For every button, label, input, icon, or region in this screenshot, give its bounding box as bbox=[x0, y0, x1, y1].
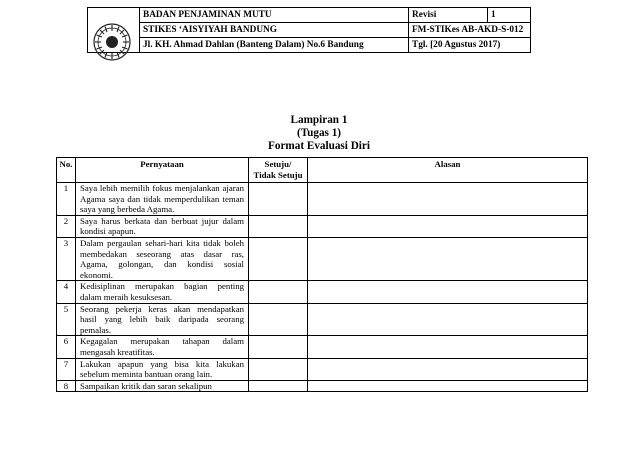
title-tugas: (Tugas 1) bbox=[296, 127, 342, 139]
row-setuju-cell[interactable] bbox=[249, 183, 308, 216]
row-alasan-cell[interactable] bbox=[308, 281, 588, 303]
table-row bbox=[57, 281, 588, 303]
row-alasan-cell[interactable] bbox=[308, 336, 588, 358]
table-row bbox=[57, 380, 588, 392]
row-number: 7 bbox=[57, 358, 76, 380]
col-header-pernyataan: Pernyataan bbox=[76, 158, 249, 183]
revisi-label: Revisi bbox=[409, 8, 488, 23]
row-statement: Kegagalan merupakan tahapan dalam mengasah kreatifitas. bbox=[76, 336, 249, 358]
row-alasan-cell[interactable] bbox=[308, 303, 588, 336]
document-header bbox=[87, 7, 531, 53]
evaluation-table bbox=[56, 157, 588, 392]
col-header-setuju bbox=[249, 158, 308, 183]
row-setuju-cell[interactable] bbox=[249, 303, 308, 336]
row-alasan-cell[interactable] bbox=[308, 380, 588, 392]
school-address: Jl. KH. Ahmad Dahlan (Banteng Dalam) No.6 Bandung bbox=[140, 38, 409, 53]
revisi-value: 1 bbox=[488, 8, 531, 23]
institution-name: BADAN PENJAMINAN MUTU bbox=[140, 8, 409, 23]
row-number: 1 bbox=[57, 183, 76, 216]
row-number: 3 bbox=[57, 237, 76, 280]
title-format: Format Evaluasi Diri bbox=[268, 140, 370, 152]
row-alasan-cell[interactable] bbox=[308, 183, 588, 216]
row-setuju-cell[interactable] bbox=[249, 358, 308, 380]
form-date: Tgl. [20 Agustus 2017) bbox=[409, 38, 531, 53]
row-alasan-cell[interactable] bbox=[308, 215, 588, 237]
table-row bbox=[57, 358, 588, 380]
row-setuju-cell[interactable] bbox=[249, 336, 308, 358]
row-setuju-cell[interactable] bbox=[249, 281, 308, 303]
row-statement: Seorang pekerja keras akan mendapatkan hasil yang lebih baik daripada seorang pemalas. bbox=[76, 303, 249, 336]
table-row bbox=[57, 303, 588, 336]
row-statement: Dalam pergaulan sehari-hari kita tidak boleh membedakan seseorang atas dasar ras, Agama, golongan, dan kondisi sosial ekonomi. bbox=[76, 237, 249, 280]
form-code: FM-STIKes AB-AKD-S-012 bbox=[409, 23, 531, 38]
row-setuju-cell[interactable] bbox=[249, 237, 308, 280]
row-number: 2 bbox=[57, 215, 76, 237]
col-header-alasan: Alasan bbox=[308, 158, 588, 183]
row-alasan-cell[interactable] bbox=[308, 358, 588, 380]
title-lampiran: Lampiran 1 bbox=[290, 114, 348, 126]
row-statement: Saya lebih memilih fokus menjalankan ajaran Agama saya dan tidak memperdulikan teman saya yang berbeda Agama. bbox=[76, 183, 249, 216]
school-logo-icon bbox=[92, 22, 132, 62]
row-number: 8 bbox=[57, 380, 76, 392]
row-number: 6 bbox=[57, 336, 76, 358]
col-header-no: No. bbox=[57, 158, 76, 183]
row-setuju-cell[interactable] bbox=[249, 380, 308, 392]
row-number: 5 bbox=[57, 303, 76, 336]
row-statement: Kedisiplinan merupakan bagian penting dalam meraih kesuksesan. bbox=[76, 281, 249, 303]
table-row bbox=[57, 336, 588, 358]
table-header-row bbox=[57, 158, 588, 183]
row-statement: Lakukan apapun yang bisa kita lakukan sebelum meminta bantuan orang lain. bbox=[76, 358, 249, 380]
col-header-setuju-line1: Setuju/ bbox=[264, 159, 292, 169]
row-statement: Saya harus berkata dan berbuat jujur dalam kondisi apapun. bbox=[76, 215, 249, 237]
row-alasan-cell[interactable] bbox=[308, 237, 588, 280]
table-row bbox=[57, 183, 588, 216]
row-statement: Sampaikan kritik dan saran sekalipun bbox=[76, 380, 249, 392]
school-name: STIKES ‘AISYIYAH BANDUNG bbox=[140, 23, 409, 38]
table-row bbox=[57, 215, 588, 237]
row-number: 4 bbox=[57, 281, 76, 303]
row-setuju-cell[interactable] bbox=[249, 215, 308, 237]
table-row bbox=[57, 237, 588, 280]
col-header-setuju-line2: Tidak Setuju bbox=[253, 170, 303, 180]
